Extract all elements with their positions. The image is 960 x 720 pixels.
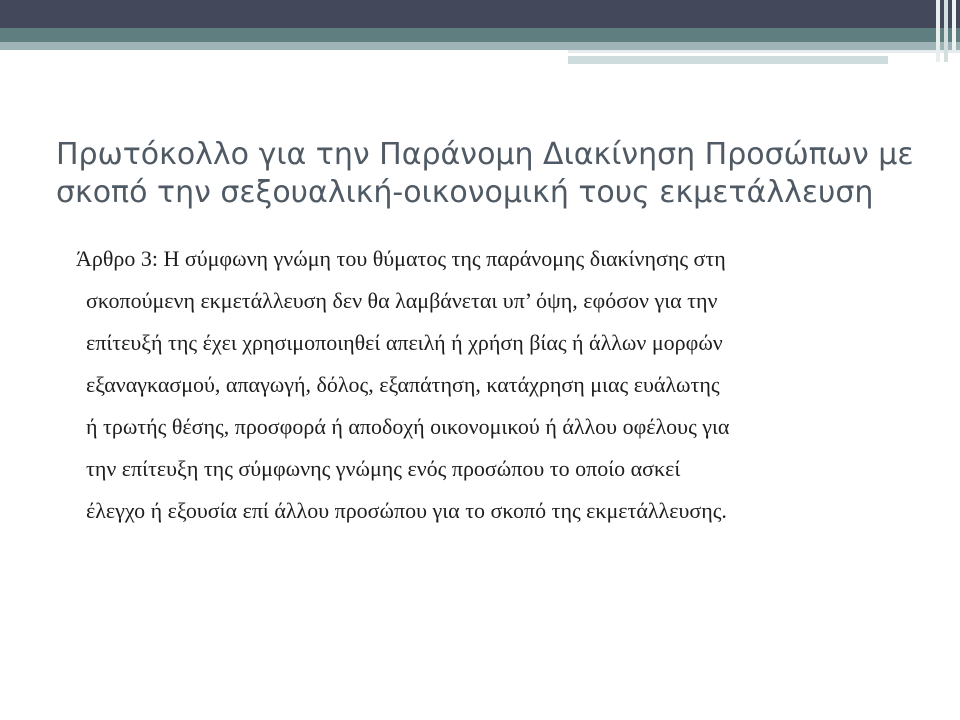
body-line: σκοπούμενη εκμετάλλευση δεν θα λαμβάνεται υπ’ όψη, εφόσον για την bbox=[86, 288, 718, 313]
header-stripe-thin bbox=[568, 50, 960, 53]
header-stripe-teal bbox=[0, 28, 960, 42]
slide-title bbox=[56, 136, 916, 212]
header-stripe-light bbox=[0, 42, 960, 50]
body-line: την επίτευξη της σύμφωνης γνώμης ενός προσώπου το οποίο ασκεί bbox=[86, 456, 681, 481]
body-line: ή τρωτής θέσης, προσφορά ή αποδοχή οικονομικού ή άλλου οφέλους για bbox=[86, 414, 730, 439]
corner-accent bbox=[936, 0, 940, 62]
corner-accent bbox=[952, 0, 956, 50]
body-line: έλεγχο ή εξουσία επί άλλου προσώπου για το σκοπό της εκμετάλλευσης. bbox=[86, 498, 727, 523]
header-band bbox=[0, 0, 960, 28]
corner-accent bbox=[944, 0, 948, 62]
slide-body-text bbox=[66, 238, 926, 532]
body-line: Άρθρο 3: Η σύμφωνη γνώμη του θύματος της παράνομης διακίνησης στη bbox=[76, 246, 726, 271]
slide-title-line: σκοπό την σεξουαλική-οικονομική τους εκμετάλλευση bbox=[56, 175, 874, 210]
header-stripe-pale bbox=[568, 56, 888, 64]
slide-title-line: Πρωτόκολλο για την Παράνομη Διακίνηση Προσώπων με bbox=[56, 137, 914, 172]
body-line: επίτευξή της έχει χρησιμοποιηθεί απειλή ή χρήση βίας ή άλλων μορφών bbox=[86, 330, 723, 355]
body-line: εξαναγκασμού, απαγωγή, δόλος, εξαπάτηση, κατάχρηση μιας ευάλωτης bbox=[86, 372, 720, 397]
